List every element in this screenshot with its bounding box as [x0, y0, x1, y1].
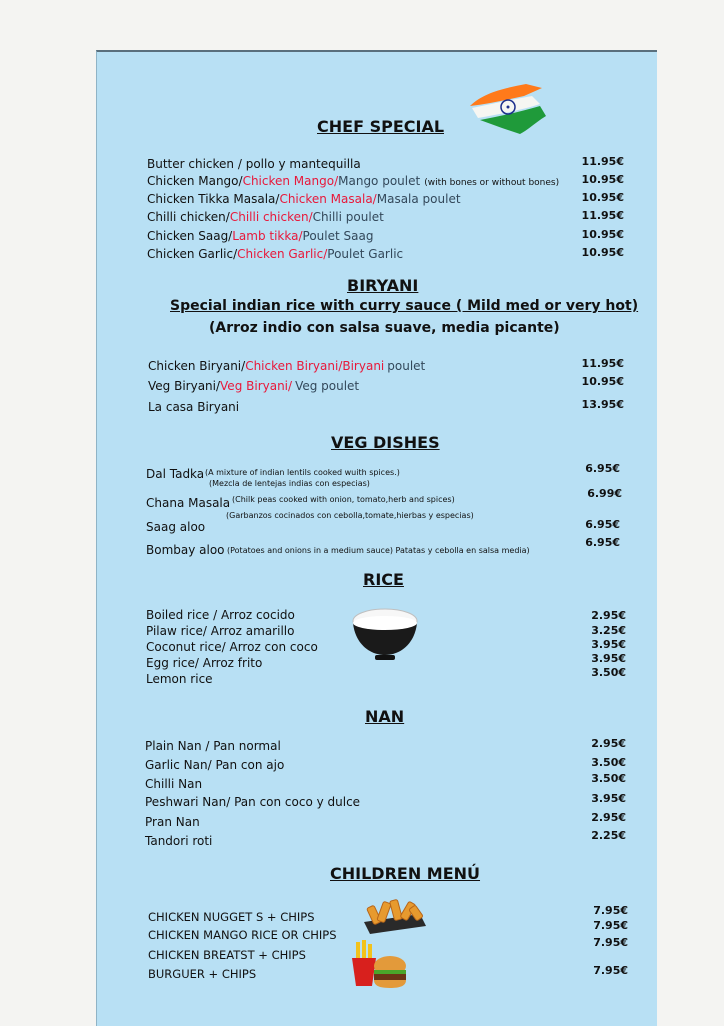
item-price: 3.50€ — [591, 756, 626, 769]
item-name: Chicken Biryani/ — [148, 359, 246, 373]
item-price: 10.95€ — [581, 246, 624, 259]
children-item: BURGUER + CHIPS — [148, 967, 257, 981]
rice-item: Egg rice/ Arroz frito — [146, 656, 263, 670]
chef-special-item — [147, 210, 384, 224]
veg-item-price: 6.95€ — [585, 536, 620, 549]
item-name: Chicken Saag/ — [147, 229, 233, 243]
item-price: 7.95€ — [593, 936, 628, 949]
nan-item: Tandori roti — [145, 834, 213, 848]
chef-special-item — [147, 174, 559, 188]
rice-item: Lemon rice — [146, 672, 213, 686]
biryani-item — [148, 359, 425, 373]
item-name: Chicken Tikka Masala/ — [147, 192, 280, 206]
item-price: 2.95€ — [591, 811, 626, 824]
item-name-es: Lamb tikka/ — [232, 229, 303, 243]
rice-title: RICE — [363, 570, 404, 589]
children-menu-title: CHILDREN MENÚ — [330, 864, 481, 883]
nan-title: NAN — [365, 707, 405, 726]
veg-item-name: Chana Masala — [146, 496, 231, 510]
veg-item-name: Dal Tadka — [146, 467, 205, 481]
rice-bowl-icon — [349, 603, 421, 663]
item-price: 3.95€ — [591, 792, 626, 805]
item-price: 3.95€ — [591, 652, 626, 665]
item-price: 13.95€ — [581, 398, 624, 411]
veg-item-price: 6.99€ — [587, 487, 622, 500]
nuggets-icon — [360, 892, 430, 938]
veg-item-desc: (Potatoes and onions in a medium sauce) Patatas y cebolla en salsa media) — [227, 546, 530, 555]
rice-item: Boiled rice / Arroz cocido — [146, 608, 295, 622]
nan-item: Plain Nan / Pan normal — [145, 739, 281, 753]
burger-fries-icon — [348, 940, 408, 992]
veg-item-name: Bombay aloo — [146, 543, 225, 557]
item-name-fr: Mango poulet — [338, 174, 421, 188]
item-price: 2.95€ — [591, 609, 626, 622]
item-name-fr: Chilli poulet — [312, 210, 384, 224]
india-flag-icon — [466, 82, 550, 148]
veg-item-desc: (A mixture of indian lentils cooked wuith spices.) — [205, 468, 400, 477]
item-name-fr: Masala poulet — [376, 192, 461, 206]
nan-item: Pran Nan — [145, 815, 200, 829]
biryani-item — [148, 400, 239, 414]
rice-item: Pilaw rice/ Arroz amarillo — [146, 624, 295, 638]
biryani-item — [148, 379, 359, 393]
rice-item: Coconut rice/ Arroz con coco — [146, 640, 318, 654]
item-name: La casa Biryani — [148, 400, 240, 414]
item-name-fr: poulet — [387, 359, 426, 373]
item-price: 10.95€ — [581, 228, 624, 241]
children-item: CHICKEN NUGGET S + CHIPS — [148, 910, 315, 924]
veg-item-price: 6.95€ — [585, 462, 620, 475]
item-price: 11.95€ — [581, 155, 624, 168]
veg-item-desc-es: (Garbanzos cocinados con cebolla,tomate,hierbas y especias) — [226, 511, 474, 520]
item-price: 7.95€ — [593, 919, 628, 932]
children-item: CHICKEN BREATST + CHIPS — [148, 948, 306, 962]
item-price: 3.95€ — [591, 638, 626, 651]
chef-special-title: CHEF SPECIAL — [317, 117, 445, 136]
nan-item: Chilli Nan — [145, 777, 203, 791]
item-name-fr: Poulet Garlic — [327, 247, 404, 261]
chef-special-item — [147, 157, 361, 171]
veg-item-desc: (Chilk peas cooked with onion, tomato,herb and spices) — [232, 495, 455, 504]
veg-item-desc-es: (Mezcla de lentejas indias con especias) — [209, 479, 370, 488]
item-price: 11.95€ — [581, 357, 624, 370]
item-name-es: Chilli chicken/ — [229, 210, 313, 224]
item-note: (with bones or without bones) — [424, 178, 560, 188]
biryani-subtitle: Special indian rice with curry sauce ( Mild med or very hot) — [170, 298, 639, 314]
item-name-es: Chicken Biryani/Biryani — [245, 359, 385, 373]
chef-special-item — [147, 247, 403, 261]
item-name: Butter chicken / pollo y mantequilla — [147, 157, 361, 171]
item-price: 3.50€ — [591, 772, 626, 785]
item-name: Veg Biryani/ — [148, 379, 221, 393]
item-price: 10.95€ — [581, 375, 624, 388]
veg-dishes-title: VEG DISHES — [331, 433, 440, 452]
nan-item: Garlic Nan/ Pan con ajo — [145, 758, 285, 772]
item-price: 10.95€ — [581, 173, 624, 186]
item-price: 7.95€ — [593, 904, 628, 917]
item-price: 10.95€ — [581, 191, 624, 204]
item-name-fr: Poulet Saag — [302, 229, 374, 243]
item-name: Chilli chicken/ — [147, 210, 230, 224]
biryani-title: BIRYANI — [347, 276, 419, 295]
item-name-es: Chicken Garlic/ — [237, 247, 328, 261]
item-price: 3.25€ — [591, 624, 626, 637]
item-price: 2.25€ — [591, 829, 626, 842]
item-name-es: Chicken Masala/ — [279, 192, 377, 206]
item-name-es: Veg Biryani/ — [220, 379, 293, 393]
item-name: Chicken Garlic/ — [147, 247, 238, 261]
veg-item-name: Saag aloo — [146, 520, 206, 534]
item-price: 2.95€ — [591, 737, 626, 750]
item-name: Chicken Mango/ — [147, 174, 243, 188]
item-name-es: Chicken Mango/ — [242, 174, 339, 188]
chef-special-item — [147, 192, 461, 206]
chef-special-item — [147, 229, 373, 243]
item-price: 11.95€ — [581, 209, 624, 222]
biryani-subtitle-es: (Arroz indio con salsa suave, media picante) — [209, 320, 560, 336]
nan-item: Peshwari Nan/ Pan con coco y dulce — [145, 795, 361, 809]
veg-item-price: 6.95€ — [585, 518, 620, 531]
children-item: CHICKEN MANGO RICE OR CHIPS — [148, 928, 337, 942]
item-price: 3.50€ — [591, 666, 626, 679]
item-name-fr: Veg poulet — [295, 379, 360, 393]
item-price: 7.95€ — [593, 964, 628, 977]
